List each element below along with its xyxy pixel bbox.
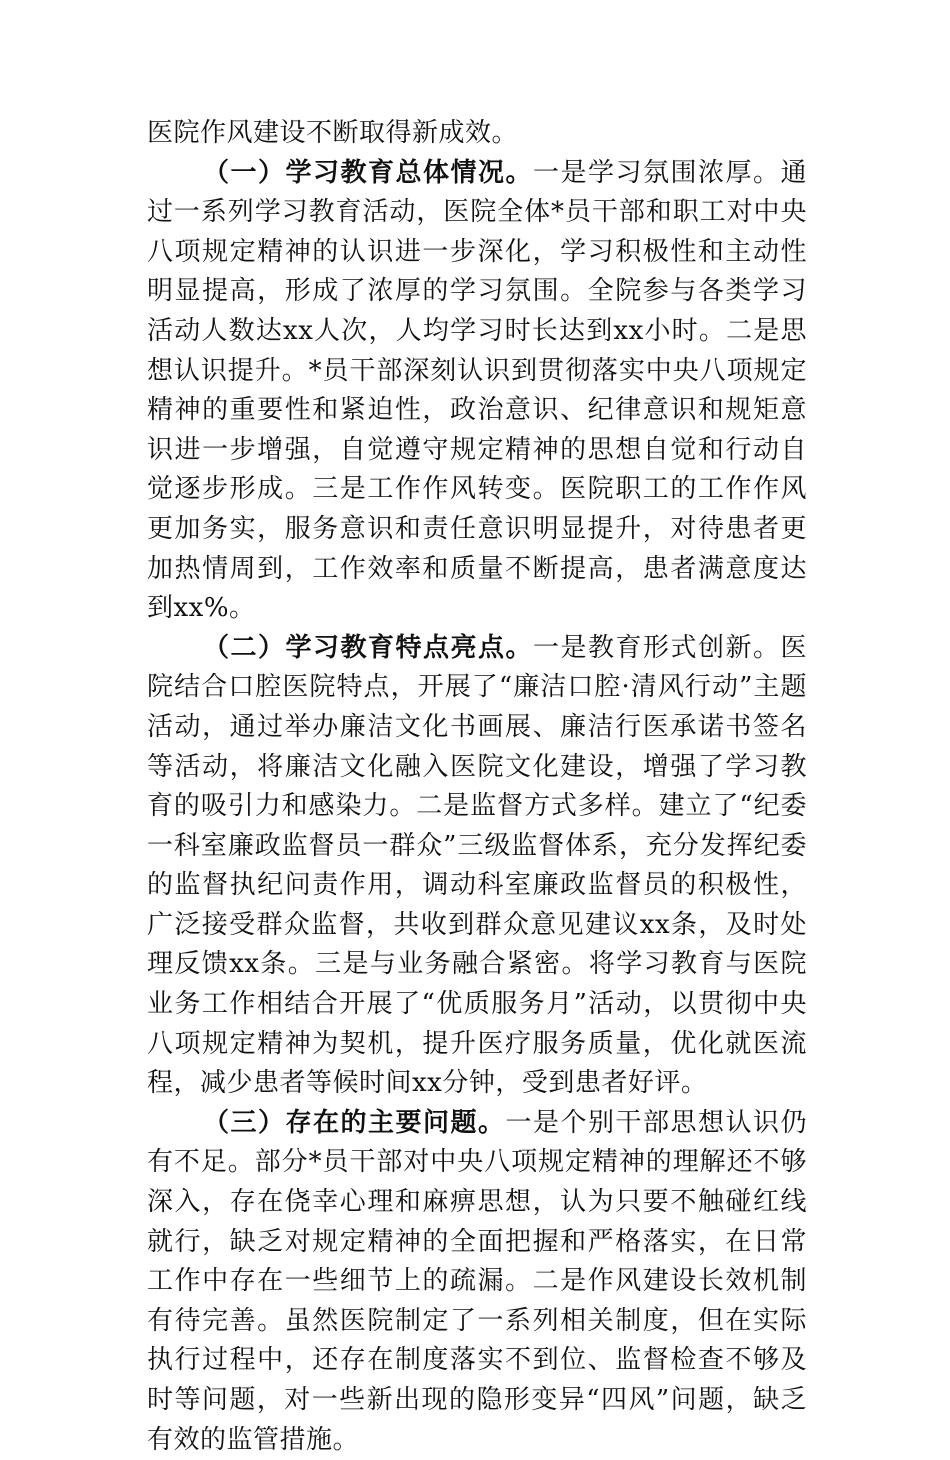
section-heading: （三）存在的主要问题。 <box>203 1107 506 1138</box>
paragraph-body: 医院作风建设不断取得新成效。 <box>147 118 519 148</box>
section-heading: （二）学习教育特点亮点。 <box>203 632 533 663</box>
paragraph-body: 一是个别干部思想认识仍有不足。部分*员干部对中央八项规定精神的理解还不够深入，存在侥幸心理和麻痹思想，认为只要不触碰红线就行，缺乏对规定精神的全面把握和严格落实，在日常工作中存在一些细节上的疏漏。二是作风建设长效机制有待完善。虽然医院制定了一系列相关制度，但在实际执行过程中，还存在制度落实不到位、监督检查不够及时等问题，对一些新出现的隐形变异“四风”问题，缺乏有效的监管措施。 <box>147 1107 807 1455</box>
paragraph-section-3 <box>147 1104 807 1460</box>
paragraph-section-2 <box>147 629 807 1104</box>
document-body <box>147 114 807 1460</box>
paragraph-body: 一是学习氛围浓厚。通过一系列学习教育活动，医院全体*员干部和职工对中央八项规定精神的认识进一步深化，学习积极性和主动性明显提高，形成了浓厚的学习氛围。全院参与各类学习活动人数达xx人次，人均学习时长达到xx小时。二是思想认识提升。*员干部深刻认识到贯彻落实中央八项规定精神的重要性和紧迫性，政治意识、纪律意识和规矩意识进一步增强，自觉遵守规定精神的思想自觉和行动自觉逐步形成。三是工作作风转变。医院职工的工作作风更加务实，服务意识和责任意识明显提升，对待患者更加热情周到，工作效率和质量不断提高，患者满意度达到xx%。 <box>147 157 807 624</box>
paragraph-section-1 <box>147 154 807 629</box>
section-heading: （一）学习教育总体情况。 <box>203 157 533 188</box>
paragraph-body: 一是教育形式创新。医院结合口腔医院特点，开展了“廉洁口腔·清风行动”主题活动，通过举办廉洁文化书画展、廉洁行医承诺书签名等活动，将廉洁文化融入医院文化建设，增强了学习教育的吸引力和感染力。二是监督方式多样。建立了“纪委一科室廉政监督员一群众”三级监督体系，充分发挥纪委的监督执纪问责作用，调动科室廉政监督员的积极性，广泛接受群众监督，共收到群众意见建议xx条，及时处理反馈xx条。三是与业务融合紧密。将学习教育与医院业务工作相结合开展了“优质服务月”活动，以贯彻中央八项规定精神为契机，提升医疗服务质量，优化就医流程，减少患者等候时间xx分钟，受到患者好评。 <box>147 632 807 1099</box>
paragraph-continuation <box>147 114 807 154</box>
